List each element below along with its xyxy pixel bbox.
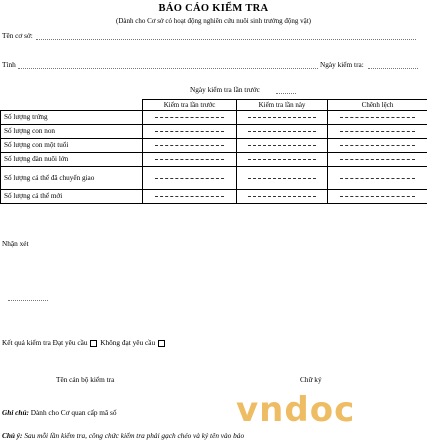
result-label: Kết quả kiểm tra xyxy=(2,338,51,347)
row-label: Số lượng trứng xyxy=(1,111,143,125)
note-label: Ghi chú: xyxy=(2,408,29,417)
inspection-table xyxy=(0,99,427,204)
signature-label: Chữ ký xyxy=(300,375,322,384)
document-title: BÁO CÁO KIỂM TRA xyxy=(158,3,269,14)
current-value-cell[interactable] xyxy=(237,139,328,153)
province-line xyxy=(18,68,318,69)
watermark-text: vndoc xyxy=(236,390,356,430)
row-label: Số lượng cá thể mới xyxy=(1,190,143,204)
previous-date-line xyxy=(276,93,296,94)
inspection-date-label: Ngày kiểm tra: xyxy=(320,60,364,69)
column-header: Chênh lệch xyxy=(328,100,427,111)
difference-cell[interactable] xyxy=(328,139,427,153)
column-header: Kiểm tra lần trước xyxy=(143,100,237,111)
pass-checkbox[interactable] xyxy=(90,340,97,347)
row-label: Số lượng con một tuổi xyxy=(1,139,143,153)
result-pass-label: Đạt yêu cầu xyxy=(52,338,88,347)
table-row xyxy=(1,153,427,167)
previous-date-label: Ngày kiểm tra lần trước xyxy=(190,85,260,94)
note-line xyxy=(2,409,117,416)
vndoc-watermark-logo xyxy=(236,390,386,433)
inspector-name-label: Tên cán bộ kiểm tra xyxy=(56,375,115,384)
facility-line xyxy=(36,39,416,40)
table-row xyxy=(1,190,427,204)
attention-line xyxy=(2,432,244,439)
current-value-cell[interactable] xyxy=(237,153,328,167)
table-row xyxy=(1,167,427,190)
previous-value-cell[interactable] xyxy=(143,125,237,139)
difference-cell[interactable] xyxy=(328,111,427,125)
remarks-label: Nhận xét xyxy=(2,239,29,248)
previous-value-cell[interactable] xyxy=(143,167,237,190)
current-value-cell[interactable] xyxy=(237,125,328,139)
previous-value-cell[interactable] xyxy=(143,190,237,204)
document-subtitle: (Dành cho Cơ sở có hoạt động nghiên cứu nuôi sinh trưởng động vật) xyxy=(115,17,312,25)
previous-value-cell[interactable] xyxy=(143,153,237,167)
result-line xyxy=(2,339,166,347)
current-value-cell[interactable] xyxy=(237,167,328,190)
table-header-row xyxy=(1,100,427,111)
previous-value-cell[interactable] xyxy=(143,111,237,125)
remarks-line xyxy=(8,300,48,301)
column-header: Kiểm tra lần này xyxy=(237,100,328,111)
difference-cell[interactable] xyxy=(328,167,427,190)
row-label: Số lượng cá thể đã chuyển giao xyxy=(1,167,143,190)
row-label: Số lượng con non xyxy=(1,125,143,139)
attention-text: Sau mỗi lần kiểm tra, công chức kiểm tra phải gạch chéo và ký tên vào báo xyxy=(24,431,245,440)
province-label: Tỉnh xyxy=(2,60,16,69)
table-row xyxy=(1,139,427,153)
note-text: Dành cho Cơ quan cấp mã số xyxy=(30,408,117,417)
current-value-cell[interactable] xyxy=(237,111,328,125)
attention-label: Chú ý: xyxy=(2,431,23,440)
row-label: Số lượng đàn nuôi lớn xyxy=(1,153,143,167)
current-value-cell[interactable] xyxy=(237,190,328,204)
difference-cell[interactable] xyxy=(328,125,427,139)
previous-value-cell[interactable] xyxy=(143,139,237,153)
inspection-date-line xyxy=(368,68,418,69)
table-corner-cell xyxy=(1,100,143,111)
facility-label: Tên cơ sở: xyxy=(2,31,33,40)
fail-checkbox[interactable] xyxy=(158,340,165,347)
table-row xyxy=(1,111,427,125)
result-fail-label: Không đạt yêu cầu xyxy=(100,338,156,347)
table-row xyxy=(1,125,427,139)
difference-cell[interactable] xyxy=(328,153,427,167)
difference-cell[interactable] xyxy=(328,190,427,204)
